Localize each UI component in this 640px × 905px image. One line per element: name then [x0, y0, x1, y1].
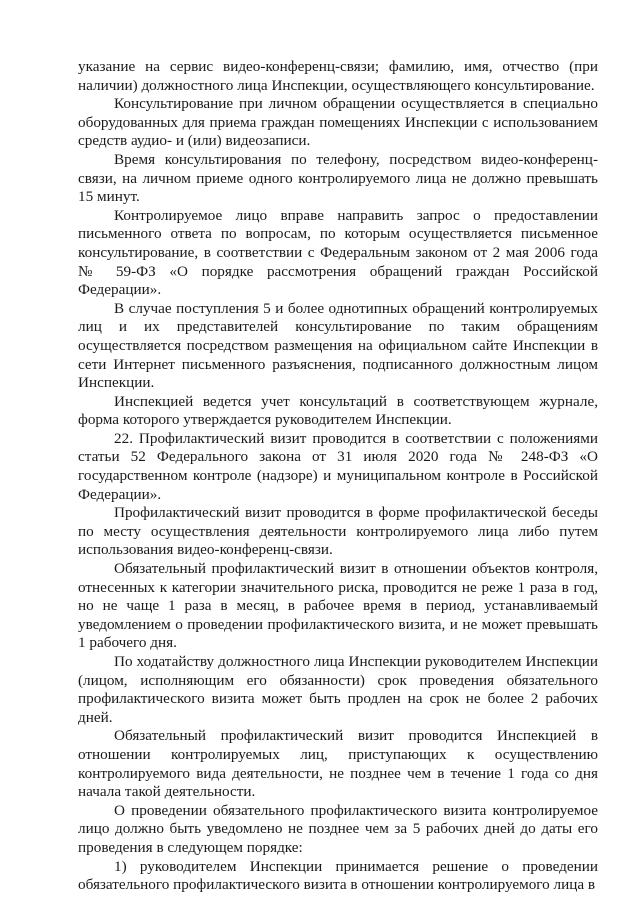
paragraph-12: О проведении обязательного профилактического визита контролируемое лицо должно быть уведомлено не позднее чем за 5 рабочих дней до даты его проведения в следующем порядке:	[78, 801, 598, 856]
document-page	[78, 58, 598, 895]
paragraph-4: Контролируемое лицо вправе направить запрос о предоставлении письменного ответа по вопросам, по которым осуществляется письменное консультирование, в соответствии с Федеральным законом от 2 мая 2006 года № 59-ФЗ «О порядке рассмотрения обращений граждан Российской Федерации».	[78, 206, 598, 299]
paragraph-2: Консультирование при личном обращении осуществляется в специально оборудованных для приема граждан помещениях Инспекции с использованием средств аудио- и (или) видеозаписи.	[78, 95, 598, 150]
paragraph-9: Обязательный профилактический визит в отношении объектов контроля, отнесенных к категории значительного риска, проводится не реже 1 раза в год, но не чаще 1 раза в месяц, в рабочее время в период, устанавливаемый уведомлением о проведении профилактического визита, и не может превышать 1 рабочего дня.	[78, 560, 598, 652]
paragraph-6: Инспекцией ведется учет консультаций в соответствующем журнале, форма которого утверждается руководителем Инспекции.	[78, 392, 598, 429]
paragraph-3: Время консультирования по телефону, посредством видео-конференц-связи, на личном приеме одного контролируемого лица не должно превышать 15 минут.	[78, 150, 598, 206]
paragraph-11: Обязательный профилактический визит проводится Инспекцией в отношении контролируемых лиц, приступающих к осуществлению контролируемого вида деятельности, не позднее чем в течение 1 года со дня начала такой деятельности.	[78, 727, 598, 801]
paragraph-8: Профилактический визит проводится в форме профилактической беседы по месту осуществления деятельности контролируемого лица либо путем использования видео-конференц-связи.	[78, 504, 598, 559]
paragraph-13: 1) руководителем Инспекции принимается решение о проведении обязательного профилактического визита в отношении контролируемого лица в	[78, 857, 598, 894]
paragraph-10: По ходатайству должностного лица Инспекции руководителем Инспекции (лицом, исполняющим его обязанности) срок проведения обязательного профилактического визита может быть продлен на срок не более 2 рабочих дней.	[78, 653, 598, 726]
paragraph-5: В случае поступления 5 и более однотипных обращений контролируемых лиц и их представителей консультирование по таким обращениям осуществляется посредством размещения на официальном сайте Инспекции в сети Интернет письменного разъяснения, подписанного должностным лицом Инспекции.	[78, 299, 598, 392]
paragraph-1: указание на сервис видео-конференц-связи; фамилию, имя, отчество (при наличии) должностного лица Инспекции, осуществляющего консультирование.	[78, 58, 598, 94]
paragraph-7: 22. Профилактический визит проводится в соответствии с положениями статьи 52 Федерального закона от 31 июля 2020 года № 248-ФЗ «О государственном контроле (надзоре) и муниципальном контроле в Российской Федерации».	[78, 429, 598, 503]
